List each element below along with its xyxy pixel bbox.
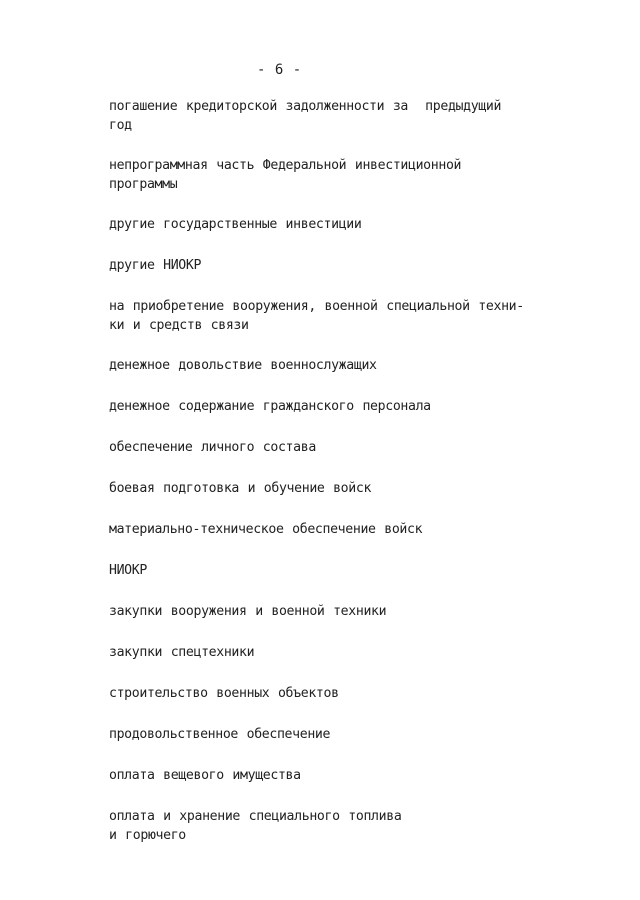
list-item	[109, 561, 549, 580]
spacer	[109, 457, 549, 479]
list-item	[109, 602, 549, 621]
list-item	[109, 156, 549, 194]
page-number: - 6 -	[257, 62, 302, 78]
list-item	[109, 256, 549, 275]
item-line: закупки спецтехники	[109, 645, 255, 660]
spacer	[109, 375, 549, 397]
list-item	[109, 397, 549, 416]
item-line: обеспечение личного состава	[109, 440, 316, 455]
item-line: денежное довольствие военнослужащих	[109, 358, 377, 373]
list-item	[109, 297, 549, 335]
item-line: материально-техническое обеспечение войск	[109, 522, 423, 537]
item-line: продовольственное обеспечение	[109, 727, 331, 742]
item-line: и горючего	[109, 828, 186, 843]
item-line: другие НИОКР	[109, 258, 202, 273]
item-line: НИОКР	[109, 563, 147, 578]
list-item	[109, 438, 549, 457]
spacer	[109, 275, 549, 297]
item-line: непрограммная часть Федеральной инвестиционной	[109, 158, 462, 173]
spacer	[109, 621, 549, 643]
spacer	[109, 744, 549, 766]
list-item	[109, 643, 549, 662]
spacer	[109, 539, 549, 561]
list-item	[109, 684, 549, 703]
item-line: денежное содержание гражданского персонала	[109, 399, 431, 414]
spacer	[109, 703, 549, 725]
item-line: боевая подготовка и обучение войск	[109, 481, 372, 496]
list-item	[109, 479, 549, 498]
list-item	[109, 807, 549, 845]
item-line: закупки вооружения и военной техники	[109, 604, 387, 619]
item-line: оплата и хранение специального топлива	[109, 809, 402, 824]
expenditure-list	[109, 97, 549, 845]
list-item	[109, 215, 549, 234]
item-line: строительство военных объектов	[109, 686, 339, 701]
spacer	[109, 335, 549, 356]
item-line: ки и средств связи	[109, 318, 249, 333]
item-line: другие государственные инвестиции	[109, 217, 362, 232]
item-line: погашение кредиторской задолженности за предыдущий	[109, 99, 502, 114]
list-item	[109, 520, 549, 539]
item-line: оплата вещевого имущества	[109, 768, 301, 783]
spacer	[109, 580, 549, 602]
spacer	[109, 498, 549, 520]
list-item	[109, 356, 549, 375]
spacer	[109, 194, 549, 215]
item-line: программы	[109, 177, 178, 192]
spacer	[109, 135, 549, 156]
spacer	[109, 785, 549, 807]
list-item	[109, 97, 549, 135]
spacer	[109, 416, 549, 438]
list-item	[109, 766, 549, 785]
item-line: на приобретение вооружения, военной специальной техни-	[109, 299, 524, 314]
spacer	[109, 662, 549, 684]
item-line: год	[109, 118, 132, 133]
spacer	[109, 234, 549, 256]
list-item	[109, 725, 549, 744]
